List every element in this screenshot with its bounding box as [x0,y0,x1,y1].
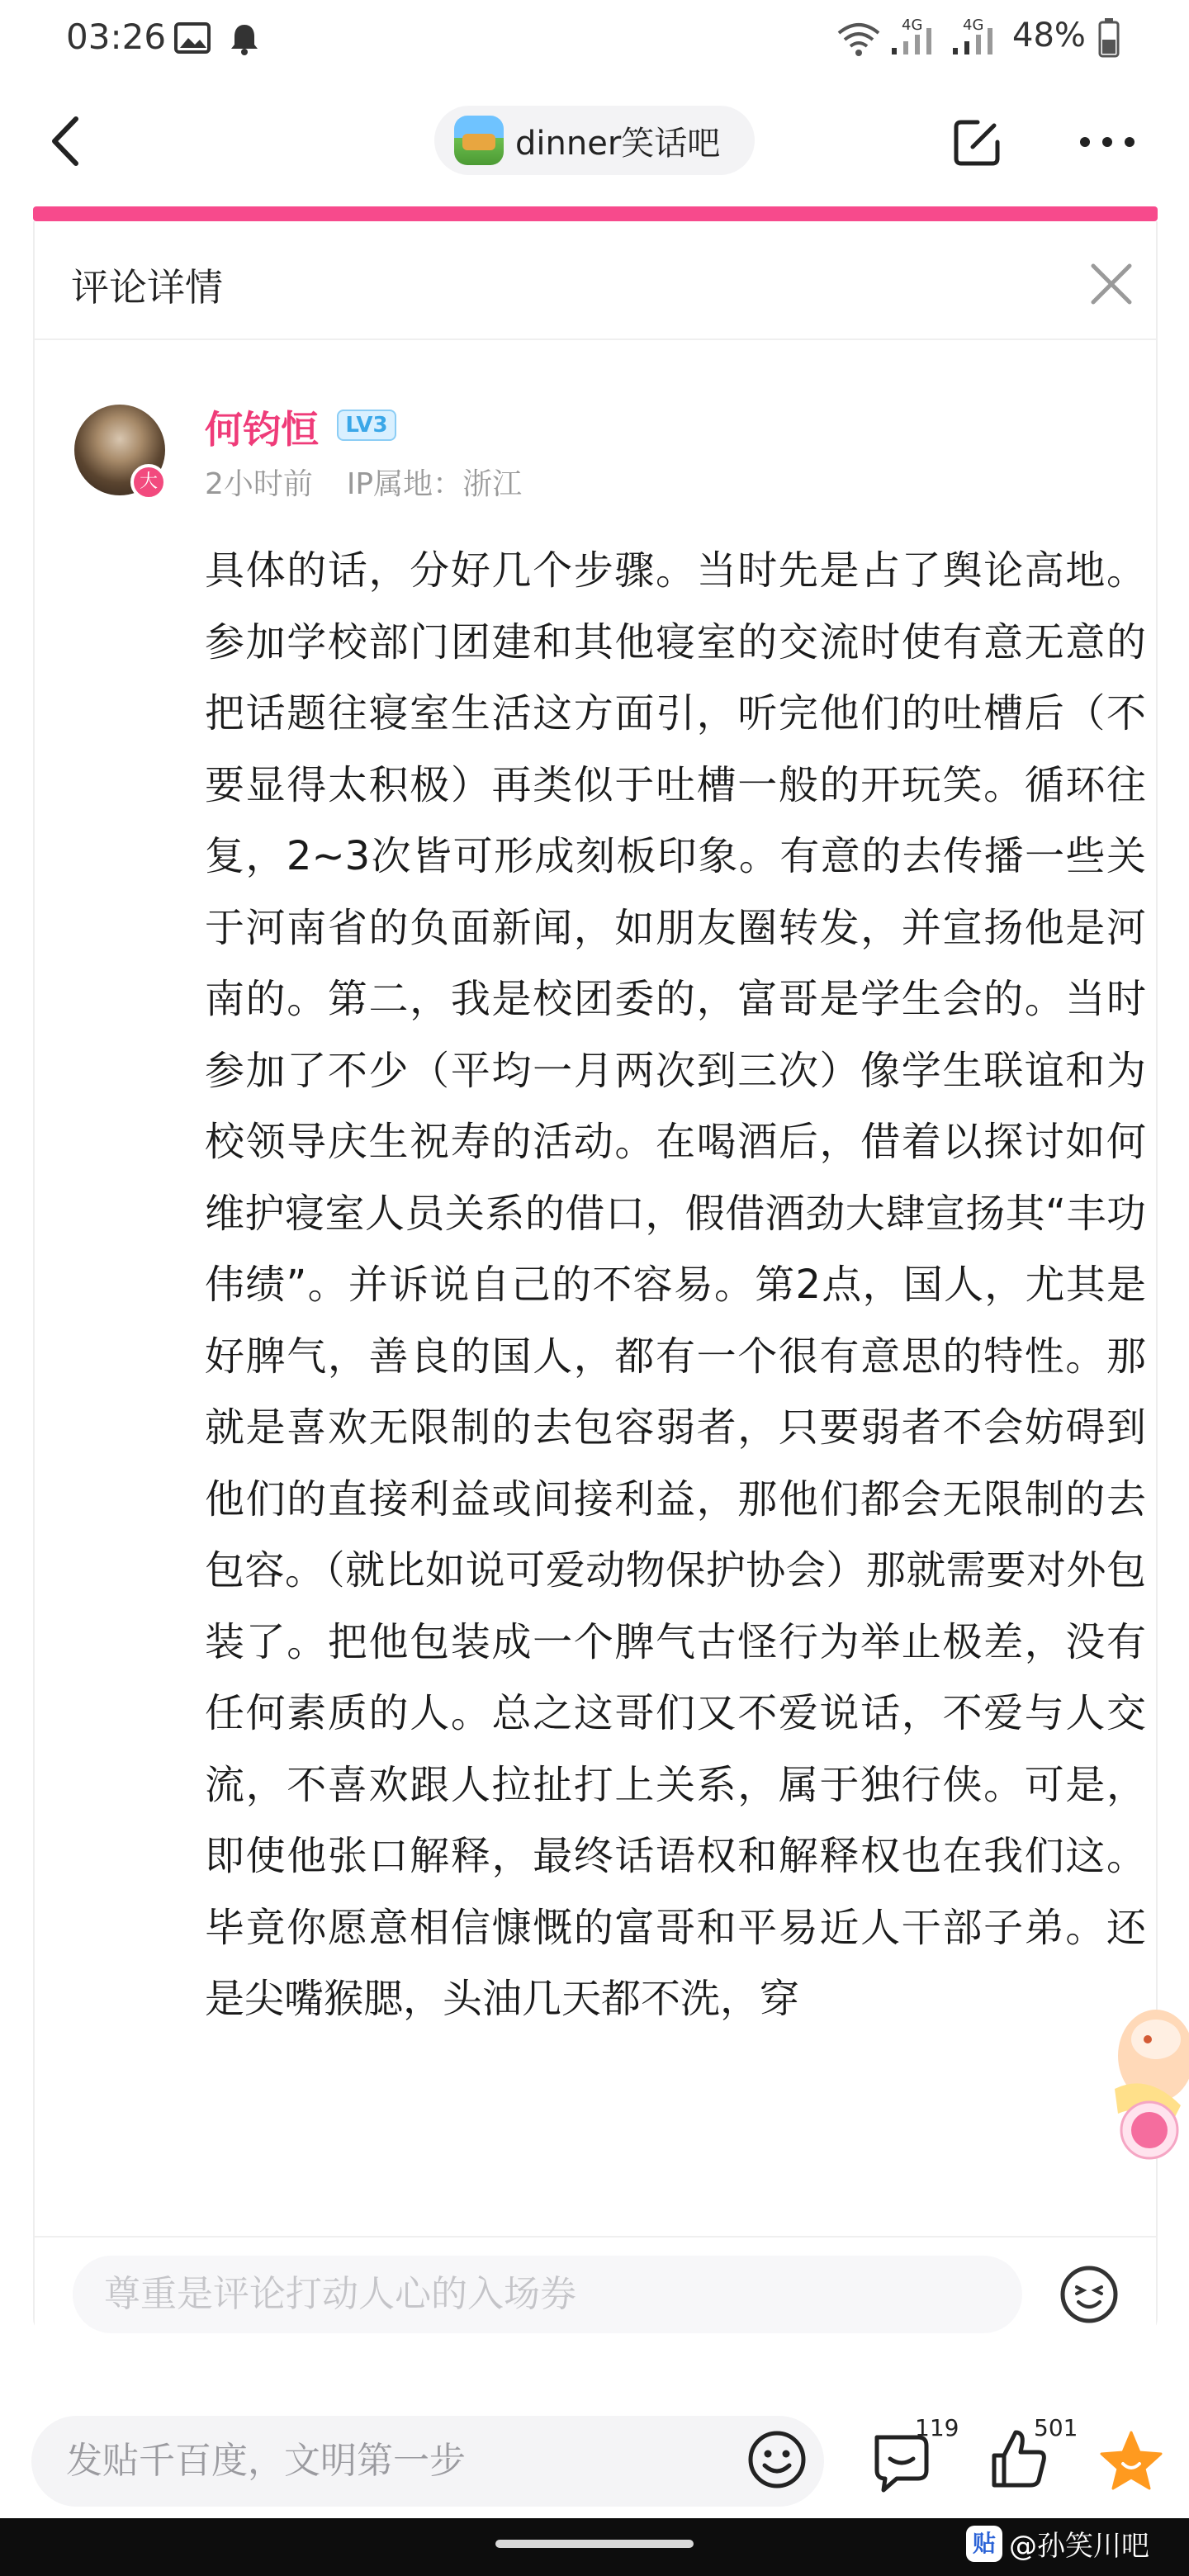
nav-bar [0,91,1189,190]
wifi-icon [836,21,882,58]
network-label-1: 4G [902,17,923,34]
watermark-text: @孙笑川吧 [1009,2530,1149,2563]
level-badge: LV3 [337,410,396,441]
comment-ip: IP属地：浙江 [346,467,523,501]
emoji-icon[interactable] [746,2429,808,2490]
home-indicator[interactable] [495,2540,694,2548]
close-icon[interactable] [1088,261,1135,307]
comment-text: 具体的话，分好几个步骤。当时先是占了舆论高地。参加学校部门团建和其他寝室的交流时使有意无意的把话题往寝室生活这方面引，听完他们的吐槽后（不要显得太积极）再类似于吐槽一般的开玩笑。循环往复，2~3次皆可形成刻板印象。有意的去传播一些关于河南省的负面新闻，如朋友圈转发，并宣扬他是河南的。第二，我是校团委的，富哥是学生会的。当时参加了不少（平均一月两次到三次）像学生联谊和为校领导庆生祝寿的活动。在喝酒后，借着以探讨如何维护寝室人员关系的借口，假借酒劲大肆宣扬其“丰功伟绩”。并诉说自己的不容易。第2点，国人，尤其是好脾气，善良的国人，都有一个很有意思的特性。那就是喜欢无限制的去包容弱者，只要弱者不会妨碍到他们的直接利益或间接利益，那他们都会无限制的去包容。（就比如说可爱动物保护协会）那就需要对外包装了。把他包装成一个脾气古怪行为举止极差，没有任何素质的人。总之这哥们又不爱说话，不爱与人交流，不喜欢跟人拉扯打上关系，属于独行侠。可是，即使他张口解释，最终话语权和解释权也在我们这。毕竟你愿意相信慷慨的富哥和平易近人干部子弟。还是尖嘴猴腮，头油几天都不洗，穿 [205,547,1146,2022]
more-icon[interactable] [1078,135,1136,149]
bell-icon [228,21,261,56]
battery-icon [1098,18,1120,58]
watermark [966,2523,1149,2564]
forum-logo [454,116,504,165]
signal-icon [887,17,945,58]
back-icon[interactable] [43,114,92,168]
bottom-toolbar [0,2378,1189,2518]
signal-icon [948,17,1006,58]
star-icon[interactable] [1098,2429,1164,2492]
forum-name: dinner笑话吧 [515,124,721,163]
avatar-badge: 大 [130,464,167,500]
tieba-logo: 贴 [966,2526,1002,2562]
post-input[interactable]: 发贴千百度，文明第一步 [31,2416,824,2507]
comment-meta [205,461,522,503]
status-time: 03:26 [66,17,167,57]
battery-percent: 48% [1012,17,1086,54]
comment-time: 2小时前 [205,467,313,501]
gallery-icon [173,21,211,54]
forum-pill[interactable] [434,106,755,175]
status-bar [0,0,1189,83]
comment-count: 119 [915,2414,959,2441]
like-count: 501 [1034,2414,1078,2441]
emoji-icon[interactable] [1059,2264,1120,2325]
floating-mascot[interactable] [1098,1998,1189,2163]
panel-header [35,221,1156,340]
reply-input[interactable]: 尊重是评论打动人心的入场券 [73,2256,1022,2333]
network-label-2: 4G [963,17,984,34]
comment-detail-panel [33,221,1158,2335]
edit-icon[interactable] [950,116,1004,170]
panel-title: 评论详情 [71,265,223,310]
reply-bar [35,2236,1156,2335]
accent-divider [33,206,1158,221]
comment-author[interactable]: 何钧恒 [205,407,319,452]
